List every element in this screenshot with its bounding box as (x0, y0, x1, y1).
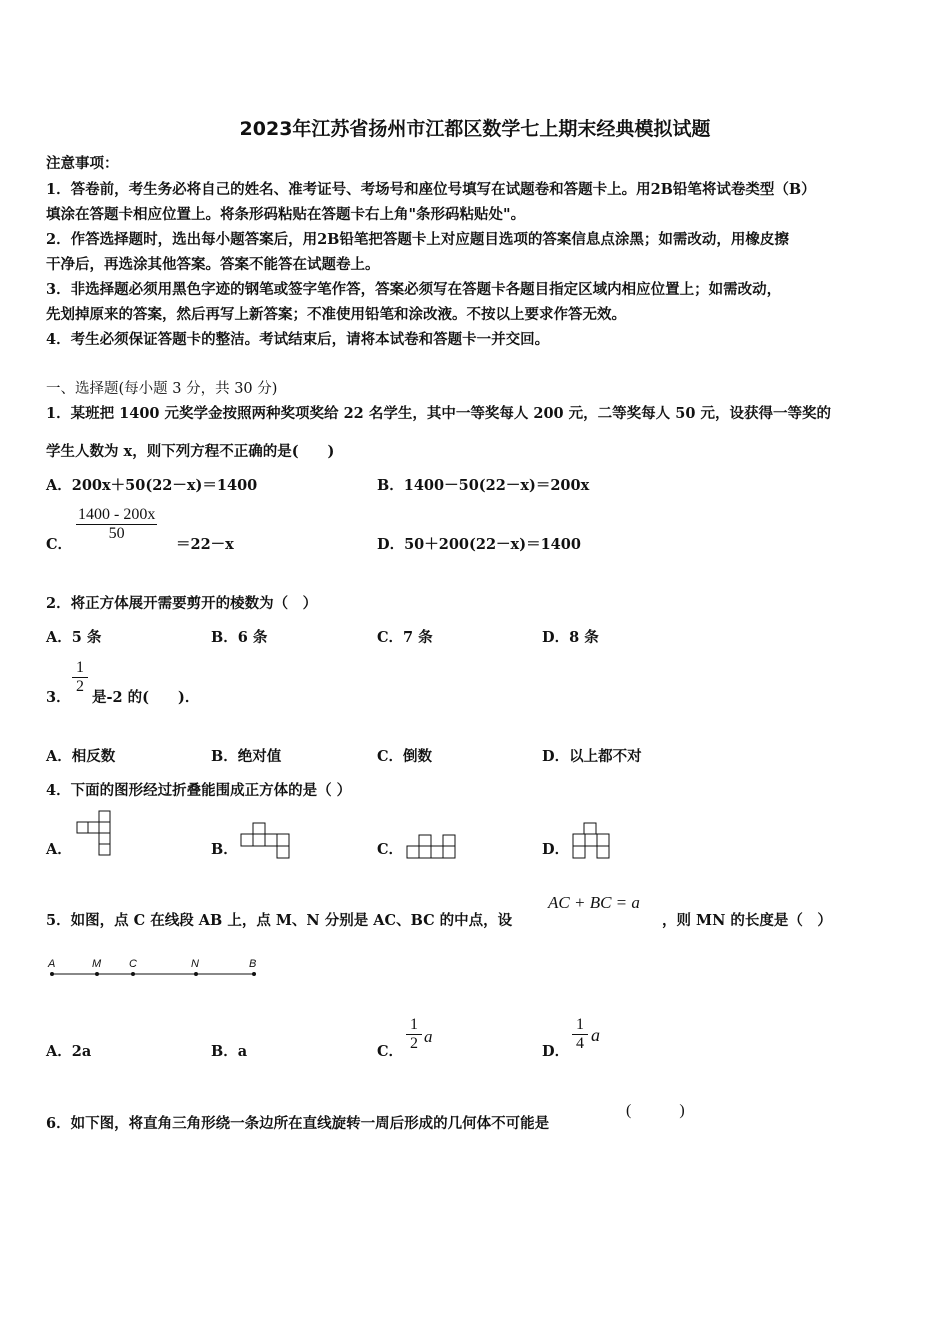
q5-stem-a: 5．如图，点 C 在线段 AB 上，点 M、N 分别是 AC、BC 的中点，设 (46, 912, 513, 929)
q1-option-d: D．50＋200(22－x)＝1400 (377, 536, 581, 553)
notice-line-2b: 干净后，再选涂其他答案。答案不能答在试题卷上。 (46, 256, 380, 273)
q4-net-a (76, 810, 116, 860)
q5-formula: AC + BC = a (548, 893, 640, 912)
q5-option-d-label: D． (542, 1043, 570, 1060)
q5-c-fraction (406, 1016, 422, 1053)
point-a-label: A (48, 958, 56, 970)
q1-stem-a: 1．某班把 1400 元奖学金按照两种奖项奖给 22 名学生，其中一等奖每人 200 元，二等奖每人 50 元，设获得一等奖的 (46, 405, 831, 422)
q4-stem: 4．下面的图形经过折叠能围成正方体的是（ ） (46, 782, 352, 799)
point-a-dot (50, 972, 54, 976)
q5-option-b: B．a (211, 1043, 248, 1060)
point-b-dot (252, 972, 256, 976)
q3-fraction (72, 659, 88, 696)
q5-d-numerator: 1 (576, 1016, 584, 1033)
notice-line-2a: 2．作答选择题时，选出每小题答案后，用2B铅笔把答题卡上对应题目选项的答案信息点涂黑；如需改动，用橡皮擦 (46, 231, 789, 248)
q1-option-c-fraction (76, 506, 157, 543)
section-heading: 一、选择题(每小题 3 分，共 30 分) (46, 381, 278, 397)
notice-line-1b: 填涂在答题卡相应位置上。将条形码粘贴在答题卡右上角"条形码粘贴处"。 (46, 206, 526, 223)
q5-option-c-label: C． (377, 1043, 404, 1060)
q6-stem: 6．如下图，将直角三角形绕一条边所在直线旋转一周后形成的几何体不可能是 (46, 1115, 550, 1132)
q3-option-d: D．以上都不对 (542, 748, 642, 765)
q6-paren: ( ) (626, 1102, 685, 1119)
q2-option-b: B．6 条 (211, 629, 268, 646)
q4-option-d-label: D． (542, 841, 570, 858)
point-m-dot (95, 972, 99, 976)
point-c-label: C (129, 958, 137, 970)
q3-stem: 是-2 的( )． (92, 689, 200, 706)
point-n-label: N (191, 958, 199, 970)
point-b-label: B (249, 958, 257, 970)
point-c-dot (131, 972, 135, 976)
q1-option-c-label: C． (46, 536, 73, 553)
notice-line-1a: 1．答卷前，考生务必将自己的姓名、准考证号、考场号和座位号填写在试题卷和答题卡上。用2B铅笔将试卷类型（B） (46, 181, 816, 198)
q4-option-a-label: A． (46, 841, 72, 858)
q2-option-d: D．8 条 (542, 629, 599, 646)
q4-net-c (406, 834, 461, 862)
q5-d-denominator: 4 (576, 1035, 584, 1052)
q5-d-fraction (572, 1016, 588, 1053)
q2-stem: 2．将正方体展开需要剪开的棱数为（ ） (46, 595, 318, 612)
q3-option-c: C．倒数 (377, 748, 433, 765)
point-n-dot (194, 972, 198, 976)
notice-line-4: 4．考生必须保证答题卡的整洁。考试结束后，请将本试卷和答题卡一并交回。 (46, 331, 550, 348)
page-title: 2023年江苏省扬州市江都区数学七上期末经典模拟试题 (239, 118, 711, 140)
q5-c-numerator: 1 (410, 1016, 418, 1033)
q1-option-c-tail: ＝22－x (176, 536, 234, 553)
notice-line-3a: 3．非选择题必须用黑色字迹的钢笔或签字笔作答，答案必须写在答题卡各题目指定区域内相应位置上；如需改动， (46, 281, 782, 298)
q1-c-denominator: 50 (108, 525, 125, 542)
q4-option-c-label: C． (377, 841, 404, 858)
q5-stem-b: ，则 MN 的长度是（ ） (662, 912, 832, 929)
q4-option-b-label: B． (211, 841, 238, 858)
q4-net-d (572, 822, 617, 862)
q5-c-variable: a (424, 1027, 433, 1046)
q3-option-b: B．绝对值 (211, 748, 282, 765)
q5-d-variable: a (591, 1025, 600, 1045)
q2-option-a: A．5 条 (46, 629, 102, 646)
q5-segment-diagram (46, 956, 266, 986)
point-m-label: M (92, 958, 102, 970)
notice-line-3b: 先划掉原来的答案，然后再写上新答案；不准使用铅笔和涂改液。不按以上要求作答无效。 (46, 306, 626, 323)
q2-option-c: C．7 条 (377, 629, 433, 646)
q3-numerator: 1 (76, 659, 84, 676)
q4-net-b (240, 822, 295, 862)
notice-heading: 注意事项： (46, 155, 119, 172)
q3-option-a: A．相反数 (46, 748, 116, 765)
q3-denominator: 2 (76, 678, 84, 695)
q1-c-numerator: 1400 - 200x (78, 506, 156, 523)
q5-option-a: A．2a (46, 1043, 92, 1060)
q1-option-a: A．200x＋50(22－x)＝1400 (46, 477, 258, 494)
q3-label: 3． (46, 689, 71, 706)
q1-option-b: B．1400－50(22－x)＝200x (377, 477, 590, 494)
q1-stem-b: 学生人数为 x，则下列方程不正确的是( ) (46, 443, 335, 460)
q5-c-denominator: 2 (410, 1035, 418, 1052)
